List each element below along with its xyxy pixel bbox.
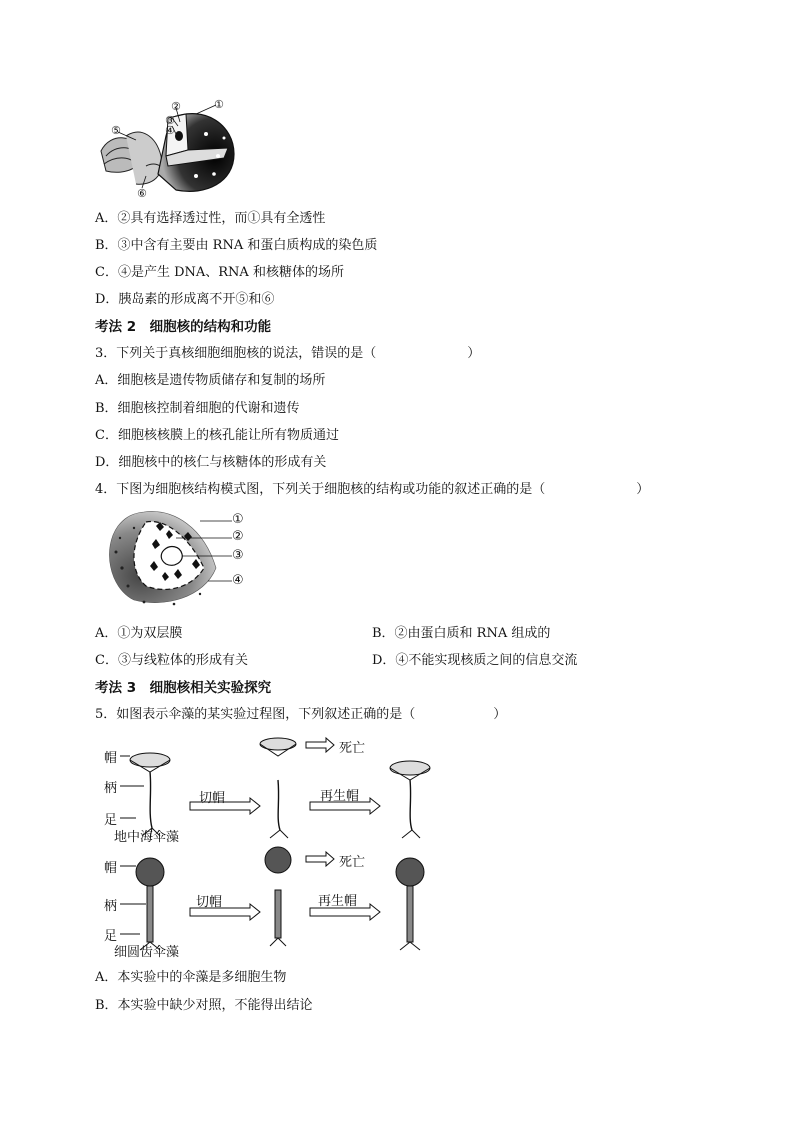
label-cap-1: 帽: [104, 751, 118, 766]
label-foot-1: 足: [104, 813, 118, 828]
q5-stem: 5．如图表示伞藻的某实验过程图，下列叙述正确的是（ ）: [95, 707, 507, 722]
q3-option-b: B．细胞核控制着细胞的代谢和遗传: [95, 401, 300, 416]
label-stalk-1: 柄: [104, 781, 118, 796]
fig2-label-4: ④: [232, 573, 244, 588]
fig1-label-6: ⑥: [137, 187, 147, 200]
fig2-label-2: ②: [232, 529, 244, 544]
q2-option-b: B．③中含有主要由 RNA 和蛋白质构成的染色质: [95, 238, 378, 253]
acetabularia-figure: [100, 732, 440, 958]
label-death-2: 死亡: [339, 855, 366, 870]
fig1-label-2: ②: [171, 100, 181, 113]
label-species-2: 细圆齿伞藻: [114, 945, 180, 960]
q3-option-d: D．细胞核中的核仁与核糖体的形成有关: [95, 455, 327, 470]
label-cut-2: 切帽: [196, 895, 223, 910]
label-cap-2: 帽: [104, 861, 118, 876]
fig1-label-4: ④: [165, 124, 175, 137]
q3-option-c: C．细胞核核膜上的核孔能让所有物质通过: [95, 428, 339, 443]
label-species-1: 地中海伞藻: [114, 830, 180, 845]
q3-option-a: A．细胞核是遗传物质储存和复制的场所: [95, 373, 326, 388]
label-death-1: 死亡: [339, 741, 366, 756]
q3-stem: 3．下列关于真核细胞细胞核的说法，错误的是（ ）: [95, 346, 481, 361]
section-2-title: 考法 2 细胞核的结构和功能: [95, 319, 272, 335]
q4-option-b: B．②由蛋白质和 RNA 组成的: [372, 626, 551, 641]
q5-option-b: B．本实验中缺少对照，不能得出结论: [95, 998, 313, 1013]
q2-option-d: D．胰岛素的形成离不开⑤和⑥: [95, 292, 275, 307]
fig2-label-1: ①: [232, 512, 244, 527]
fig1-label-3: ③: [165, 114, 175, 127]
label-regrow-1: 再生帽: [320, 789, 360, 804]
q4-option-d: D．④不能实现核质之间的信息交流: [372, 653, 578, 668]
q4-option-c: C．③与线粒体的形成有关: [95, 653, 248, 668]
label-regrow-2: 再生帽: [318, 894, 358, 909]
q5-option-a: A．本实验中的伞藻是多细胞生物: [95, 970, 287, 985]
fig1-label-1: ①: [214, 98, 224, 111]
label-foot-2: 足: [104, 929, 118, 944]
q2-option-c: C．④是产生 DNA、RNA 和核糖体的场所: [95, 265, 344, 280]
fig1-label-5: ⑤: [111, 124, 121, 137]
q4-option-a: A．①为双层膜: [95, 626, 183, 641]
fig2-label-3: ③: [232, 548, 244, 563]
label-cut-1: 切帽: [199, 791, 226, 806]
label-stalk-2: 柄: [104, 899, 118, 914]
q4-stem: 4．下图为细胞核结构模式图，下列关于细胞核的结构或功能的叙述正确的是（ ）: [95, 482, 650, 497]
q2-option-a: A．②具有选择透过性，而①具有全透性: [95, 211, 326, 226]
section-3-title: 考法 3 细胞核相关实验探究: [95, 680, 272, 696]
